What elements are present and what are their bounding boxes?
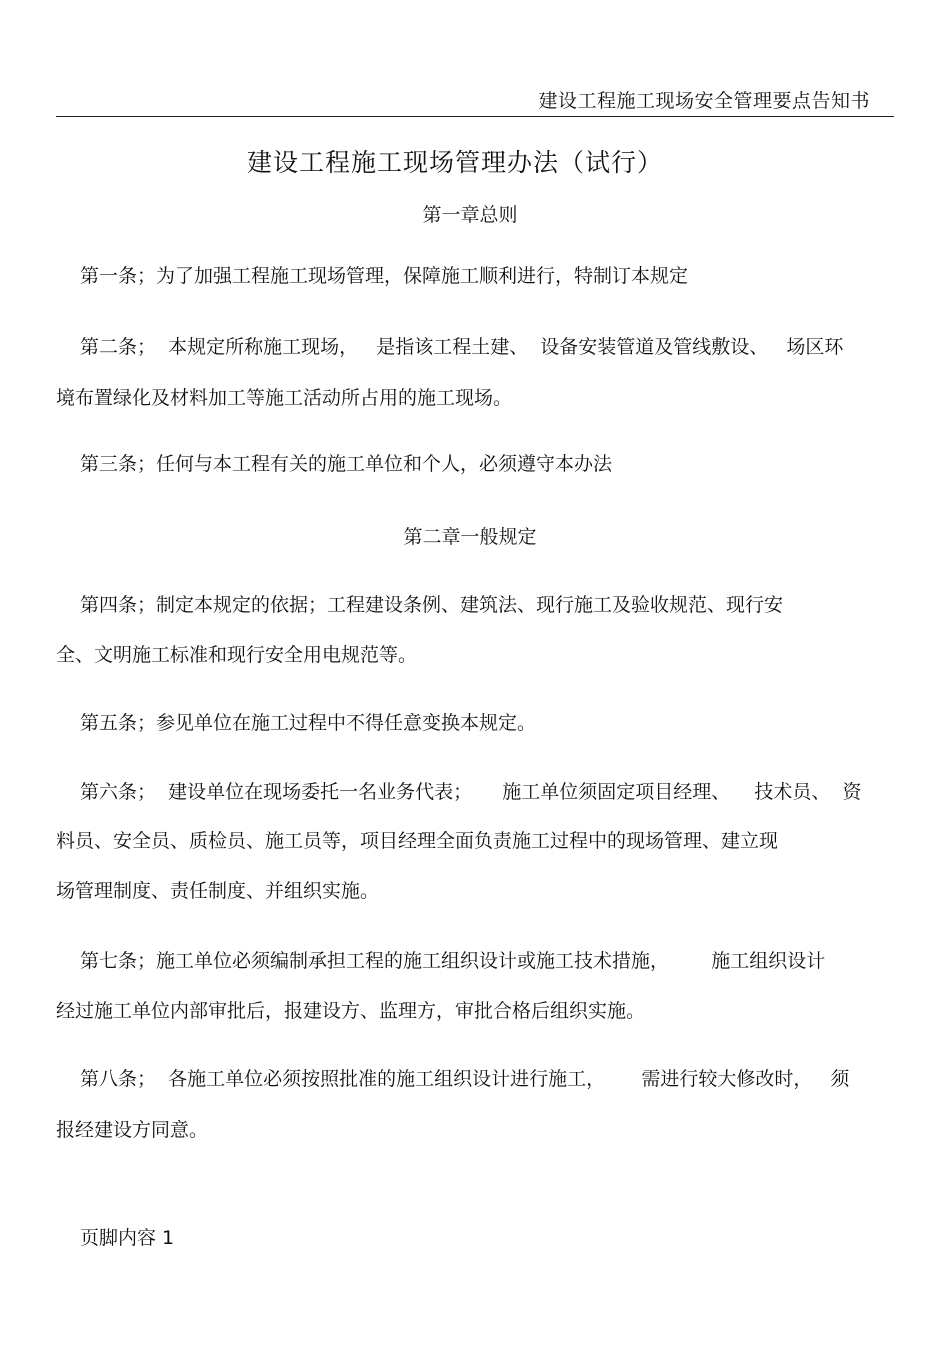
article-1: 第一条；为了加强工程施工现场管理，保障施工顺利进行，特制订本规定 (80, 265, 689, 287)
article-4-line-2: 全、文明施工标准和现行安全用电规范等。 (56, 644, 418, 666)
article-3: 第三条；任何与本工程有关的施工单位和个人，必须遵守本办法 (80, 453, 613, 475)
chapter-heading-2: 第二章一般规定 (403, 526, 537, 548)
article-2-line-2: 境布置绿化及材料加工等施工活动所占用的施工现场。 (56, 387, 513, 409)
article-8-line-2: 报经建设方同意。 (56, 1119, 209, 1141)
article-6-line-3: 场管理制度、责任制度、并组织实施。 (56, 880, 380, 902)
article-4-line-1: 第四条；制定本规定的依据；工程建设条例、建筑法、现行施工及验收规范、现行安 (80, 594, 784, 616)
running-header: 建设工程施工现场安全管理要点告知书 (538, 90, 870, 112)
page-footer: 页脚内容 1 (80, 1227, 175, 1249)
article-5: 第五条；参见单位在施工过程中不得任意变换本规定。 (80, 712, 537, 734)
header-divider (56, 116, 894, 117)
article-2-line-1: 第二条； 本规定所称施工现场， 是指该工程土建、 设备安装管道及管线敷设、 场区环 (80, 336, 844, 358)
article-7-line-1: 第七条；施工单位必须编制承担工程的施工组织设计或施工技术措施， 施工组织设计 (80, 950, 826, 972)
article-6-line-1: 第六条； 建设单位在现场委托一名业务代表； 施工单位须固定项目经理、 技术员、 资 (80, 781, 862, 803)
article-8-line-1: 第八条； 各施工单位必须按照批准的施工组织设计进行施工， 需进行较大修改时， 须 (80, 1068, 850, 1090)
chapter-heading-1: 第一章总则 (422, 204, 518, 226)
document-title: 建设工程施工现场管理办法（试行） (246, 148, 663, 177)
article-7-line-2: 经过施工单位内部审批后，报建设方、监理方，审批合格后组织实施。 (56, 1000, 646, 1022)
article-6-line-2: 料员、安全员、质检员、施工员等，项目经理全面负责施工过程中的现场管理、建立现 (56, 830, 779, 852)
